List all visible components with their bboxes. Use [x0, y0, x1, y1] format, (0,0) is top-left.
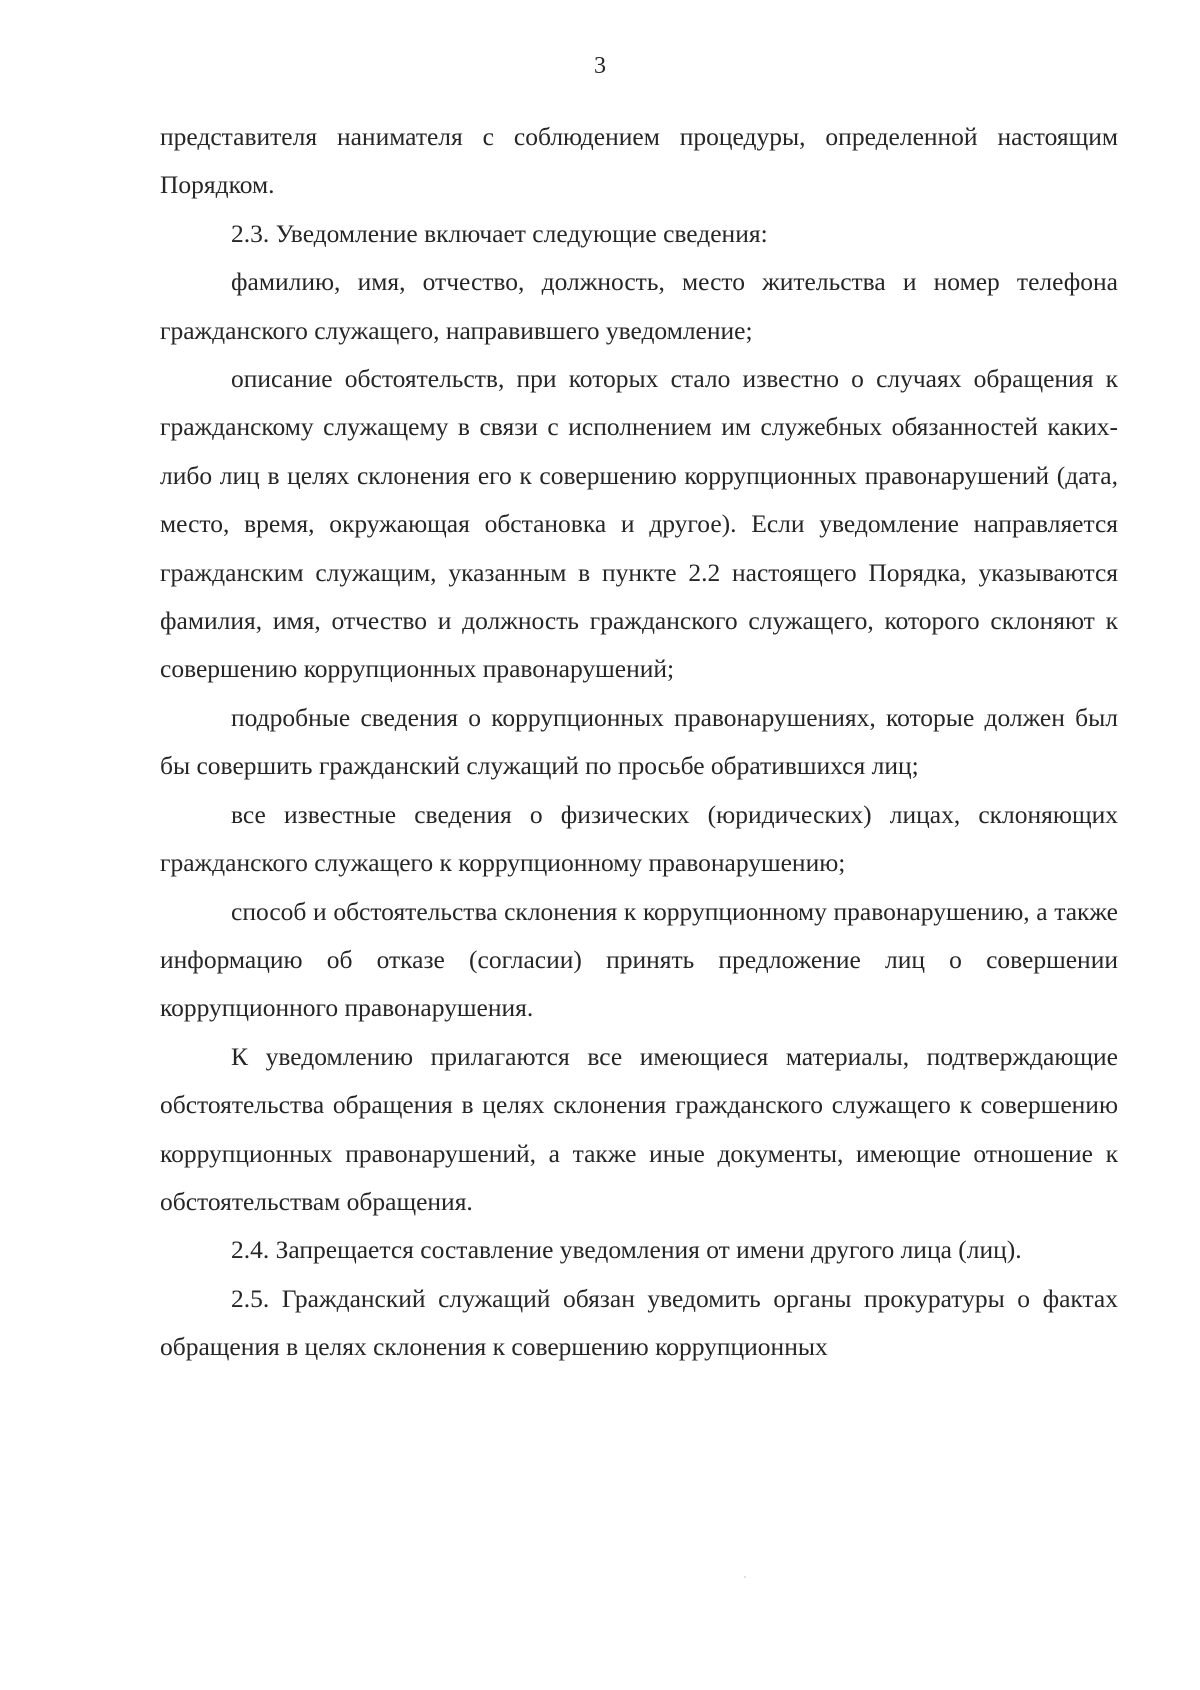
page-number: 3 [594, 53, 606, 79]
paragraph-persons-info: все известные сведения о физических (юридических) лицах, склоняющих гражданского служащего к коррупционному правонарушению; [160, 799, 1118, 878]
paragraph-method: способ и обстоятельства склонения к коррупционному правонарушению, а также информацию об отказе (согласии) принять предложение лиц о совершении коррупционного правонарушения. [160, 896, 1118, 1023]
scan-artifact [744, 1576, 746, 1578]
paragraph-circumstances: описание обстоятельств, при которых стало известно о случаях обращения к гражданскому служащему в связи с исполнением им служебных обязанностей каких-либо лиц в целях склонения его к совершению коррупционных правонарушений (дата, место, время, окружающая обстановка и другое). Если уведомление направляется гражданским служащим, указанным в пункте 2.2 настоящего Порядка, указываются фамилия, имя, отчество и должность гражданского служащего, которого склоняют к совершению коррупционных правонарушений; [160, 364, 1118, 684]
paragraph-2-5: 2.5. Гражданский служащий обязан уведомить органы прокуратуры о фактах обращения в целях склонения к совершению коррупционных [160, 1283, 1118, 1362]
document-body [160, 113, 1118, 1372]
paragraph-attachments: К уведомлению прилагаются все имеющиеся материалы, подтверждающие обстоятельства обращения в целях склонения гражданского служащего к совершению коррупционных правонарушений, а также иные документы, имеющие отношение к обстоятельствам обращения. [160, 1041, 1118, 1216]
paragraph-continuation: представителя нанимателя с соблюдением процедуры, определенной настоящим Порядком. [160, 122, 1118, 200]
paragraph-2-3: 2.3. Уведомление включает следующие сведения: [231, 218, 768, 248]
paragraph-2-4: 2.4. Запрещается составление уведомления от имени другого лица (лиц). [231, 1235, 1022, 1265]
paragraph-requisites: фамилию, имя, отчество, должность, место жительства и номер телефона гражданского служащего, направившего уведомление; [160, 267, 1118, 345]
paragraph-offense-details: подробные сведения о коррупционных правонарушениях, которые должен был бы совершить гражданский служащий по просьбе обратившихся лиц; [160, 702, 1118, 781]
